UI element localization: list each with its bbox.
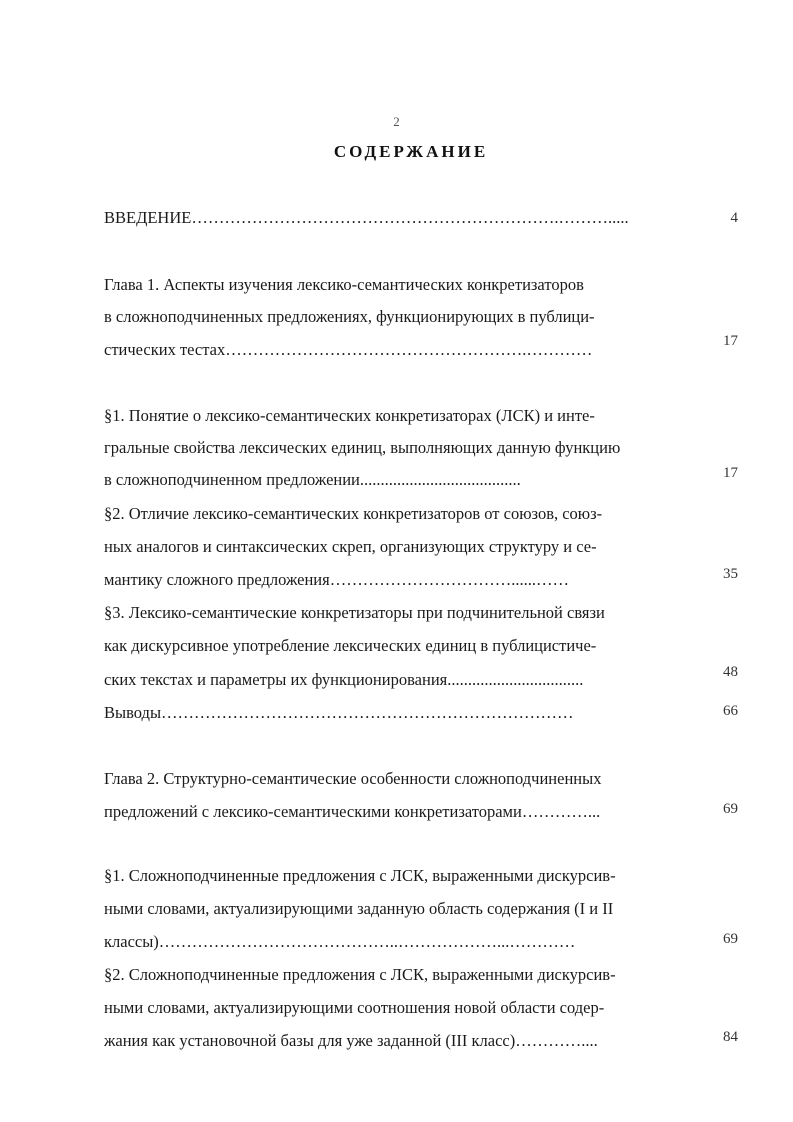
toc-page-intro: 4 (730, 210, 738, 226)
toc-entry-intro: ВВЕДЕНИЕ………………………………………………………….………..... (104, 208, 629, 227)
toc-entry-ch1-section3: ских текстах и параметры их функционирования................................. (104, 670, 584, 689)
toc-entry-ch1-section3: как дискурсивное употребление лексических единиц в публицистиче- (104, 636, 597, 655)
toc-page-ch1-section2: 35 (723, 566, 738, 582)
toc-entry-conclusions: Выводы………………………………………………………………… (104, 703, 574, 722)
toc-entry-chapter2: предложений с лексико-семантическими конкретизаторами…………... (104, 802, 601, 821)
toc-entry-ch1-section1: в сложноподчиненном предложении....................................... (104, 470, 521, 489)
toc-entry-chapter2: Глава 2. Структурно-семантические особенности сложноподчиненных (104, 769, 602, 788)
toc-entry-ch2-section2: §2. Сложноподчиненные предложения с ЛСК, выраженными дискурсив- (104, 965, 616, 984)
page-title: СОДЕРЖАНИЕ (333, 142, 489, 161)
toc-page-chapter1: 17 (723, 333, 738, 349)
toc-entry-ch1-section2: ных аналогов и синтаксических скреп, организующих структуру и се- (104, 537, 597, 556)
toc-entry-chapter1: стических тестах……………………………………………….………… (104, 340, 593, 359)
toc-entry-ch2-section1: §1. Сложноподчиненные предложения с ЛСК, выраженными дискурсив- (104, 866, 616, 885)
toc-entry-ch2-section2: ными словами, актуализирующими соотношения новой области содер- (104, 998, 605, 1017)
toc-entry-ch2-section2: жания как установочной базы для уже заданной (III класс)………….... (104, 1031, 598, 1050)
toc-entry-ch1-section3: §3. Лексико-семантические конкретизаторы при подчинительной связи (104, 603, 605, 622)
toc-page-ch1-section3: 48 (723, 664, 738, 680)
toc-page-ch2-section1: 69 (723, 931, 738, 947)
toc-entry-ch1-section1: §1. Понятие о лексико-семантических конкретизаторах (ЛСК) и инте- (104, 406, 595, 425)
toc-entry-ch1-section2: мантику сложного предложения……………………………......…… (104, 570, 569, 589)
toc-entry-ch2-section1: классы)……………………………………..………………...………… (104, 932, 576, 951)
toc-entry-ch2-section1: ными словами, актуализирующими заданную область содержания (I и II (104, 899, 614, 918)
toc-page-ch2-section2: 84 (723, 1029, 738, 1045)
toc-page-chapter2: 69 (723, 801, 738, 817)
toc-page-conclusions: 66 (723, 703, 738, 719)
page-number: 2 (393, 114, 400, 129)
toc-entry-ch1-section1: гральные свойства лексических единиц, выполняющих данную функцию (104, 438, 621, 457)
toc-page-ch1-section1: 17 (723, 465, 738, 481)
toc-entry-chapter1: Глава 1. Аспекты изучения лексико-семантических конкретизаторов (104, 275, 584, 294)
toc-entry-ch1-section2: §2. Отличие лексико-семантических конкретизаторов от союзов, союз- (104, 504, 603, 523)
toc-entry-chapter1: в сложноподчиненных предложениях, функционирующих в публици- (104, 307, 595, 326)
